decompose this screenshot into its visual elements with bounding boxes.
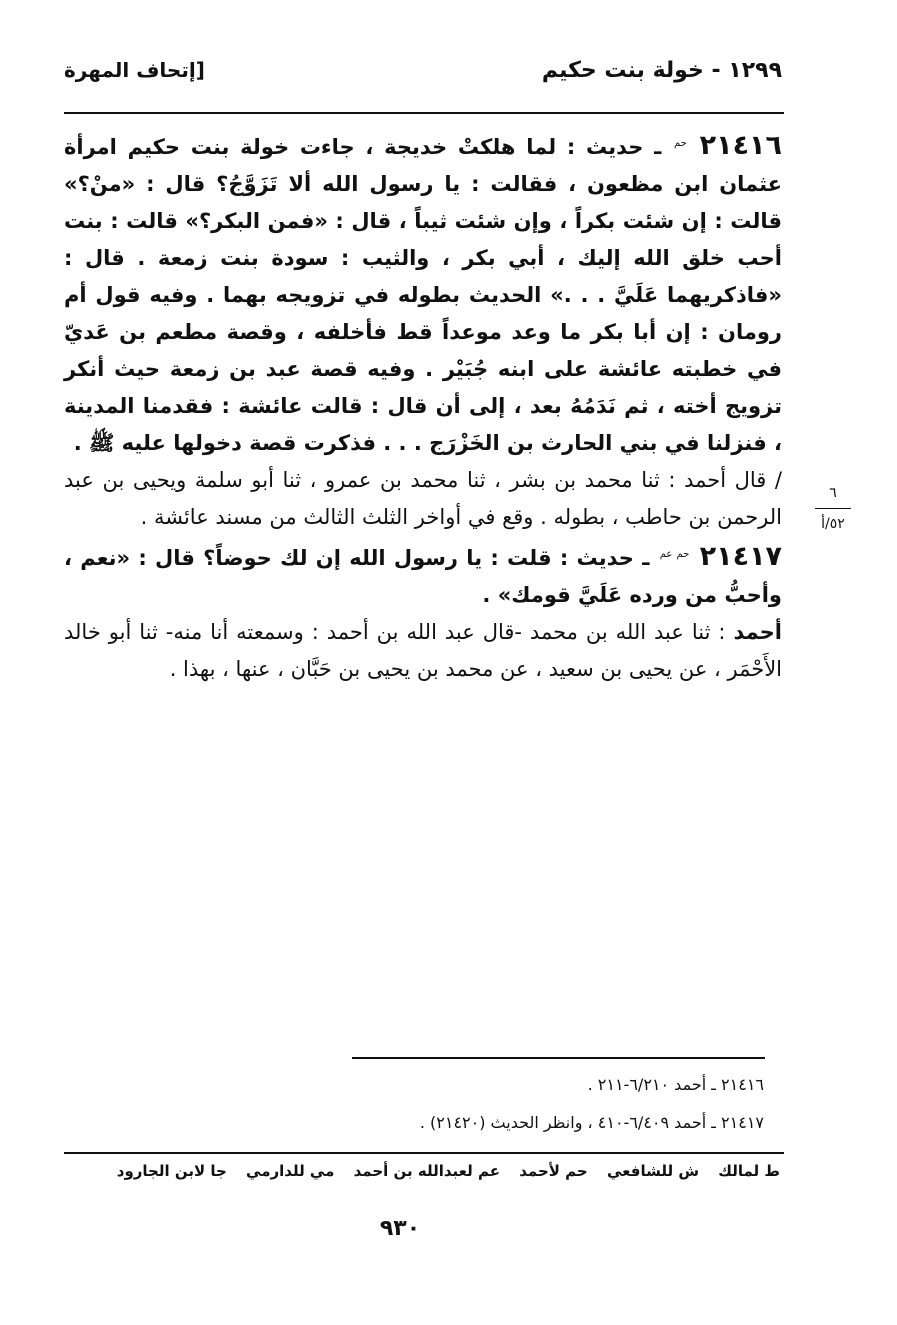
margin-volume: ٦ (829, 485, 837, 501)
legend-item: ش للشافعي (606, 1162, 700, 1180)
isnad-21416 (64, 462, 782, 536)
isnad-text: : ثنا عبد الله بن محمد -قال عبد الله بن أحمد : وسمعته أنا منه- ثنا أبو خالد الأَحْمَر ، عن يحيى بن سعيد ، عن محمد بن يحيى بن حَبَّان ، عنها ، بهذا . (64, 620, 782, 681)
footnote: ٢١٤١٧ ـ أحمد ٦/٤٠٩-٤١٠ ، وانظر الحديث (٢١٤٢٠) . (419, 1113, 764, 1132)
hadith-21416 (64, 125, 782, 462)
page-number: ٩٣٠ (379, 1216, 421, 1241)
source-sigla: حم عم (659, 549, 690, 560)
header-divider (64, 112, 784, 114)
source-sigla: حم (674, 138, 687, 149)
hadith-text: ـ حديث : قلت : يا رسول الله إن لك حوضاً؟ قال : «نعم ، وأحبُّ من ورده عَلَيَّ قومك» . (64, 546, 782, 607)
footnotes (64, 1066, 764, 1142)
margin-divider (815, 508, 851, 509)
margin-page: ٥٢/أ (821, 516, 845, 532)
isnad-21417 (64, 614, 782, 688)
legend-item: عم لعبدالله بن أحمد (353, 1162, 501, 1180)
running-header (64, 58, 782, 98)
hadith-number: ٢١٤١٧ (699, 541, 783, 572)
footnote-divider (352, 1057, 765, 1059)
book-title: [إتحاف المهرة (64, 58, 205, 82)
legend-item: جا لابن الجارود (116, 1162, 227, 1180)
hadith-text: ـ حديث : لما هلكتْ خديجة ، جاءت خولة بنت حكيم امرأة عثمان ابن مظعون ، فقالت : يا رسول الله ألا تَزَوَّجُ؟ قال : «منْ؟» قالت : إن شئت بكراً ، وإن شئت ثيباً ، قال : «فمن البكر؟» قالت : بنت أحب خلق الله إليك ، أبي بكر ، والثيب : سودة بنت زمعة . قال : «فاذكريهما عَلَيَّ . . .» الحديث بطوله في تزويجه بهما . وفيه قول أم رومان : إن أبا بكر ما وعد موعداً قط فأخلفه ، وقصة مطعم بن عَديّ في خطبته عائشة على ابنه جُبَيْر . وفيه قصة عبد بن زمعة حيث أنكر تزويج أخته ، ثم نَدَمُهُ بعد ، إلى أن قال : قالت عائشة : فقدمنا المدينة ، فنزلنا في بني الحارث بن الخَزْرَج . . . فذكرت قصة دخولها عليه ﷺ . (64, 135, 782, 455)
isnad-lead: أحمد (733, 620, 782, 644)
hadith-21417 (64, 536, 782, 614)
footnote: ٢١٤١٦ ـ أحمد ٦/٢١٠-٢١١ . (587, 1075, 764, 1094)
chapter-title: ١٢٩٩ - خولة بنت حكيم (541, 58, 782, 83)
hadith-number: ٢١٤١٦ (699, 130, 783, 161)
legend-item: مي للدارمي (246, 1162, 335, 1180)
legend-divider (64, 1152, 784, 1154)
main-text (64, 125, 782, 688)
margin-reference (813, 484, 853, 533)
legend-item: حم لأحمد (519, 1162, 588, 1180)
isnad-text: / قال أحمد : ثنا محمد بن بشر ، ثنا محمد بن عمرو ، ثنا أبو سلمة ويحيى بن عبد الرحمن بن حاطب ، بطوله . وقع في أواخر الثلث الثالث من مسند عائشة . (64, 468, 782, 529)
legend-item: ط لمالك (718, 1162, 780, 1180)
abbreviation-legend (64, 1162, 780, 1180)
